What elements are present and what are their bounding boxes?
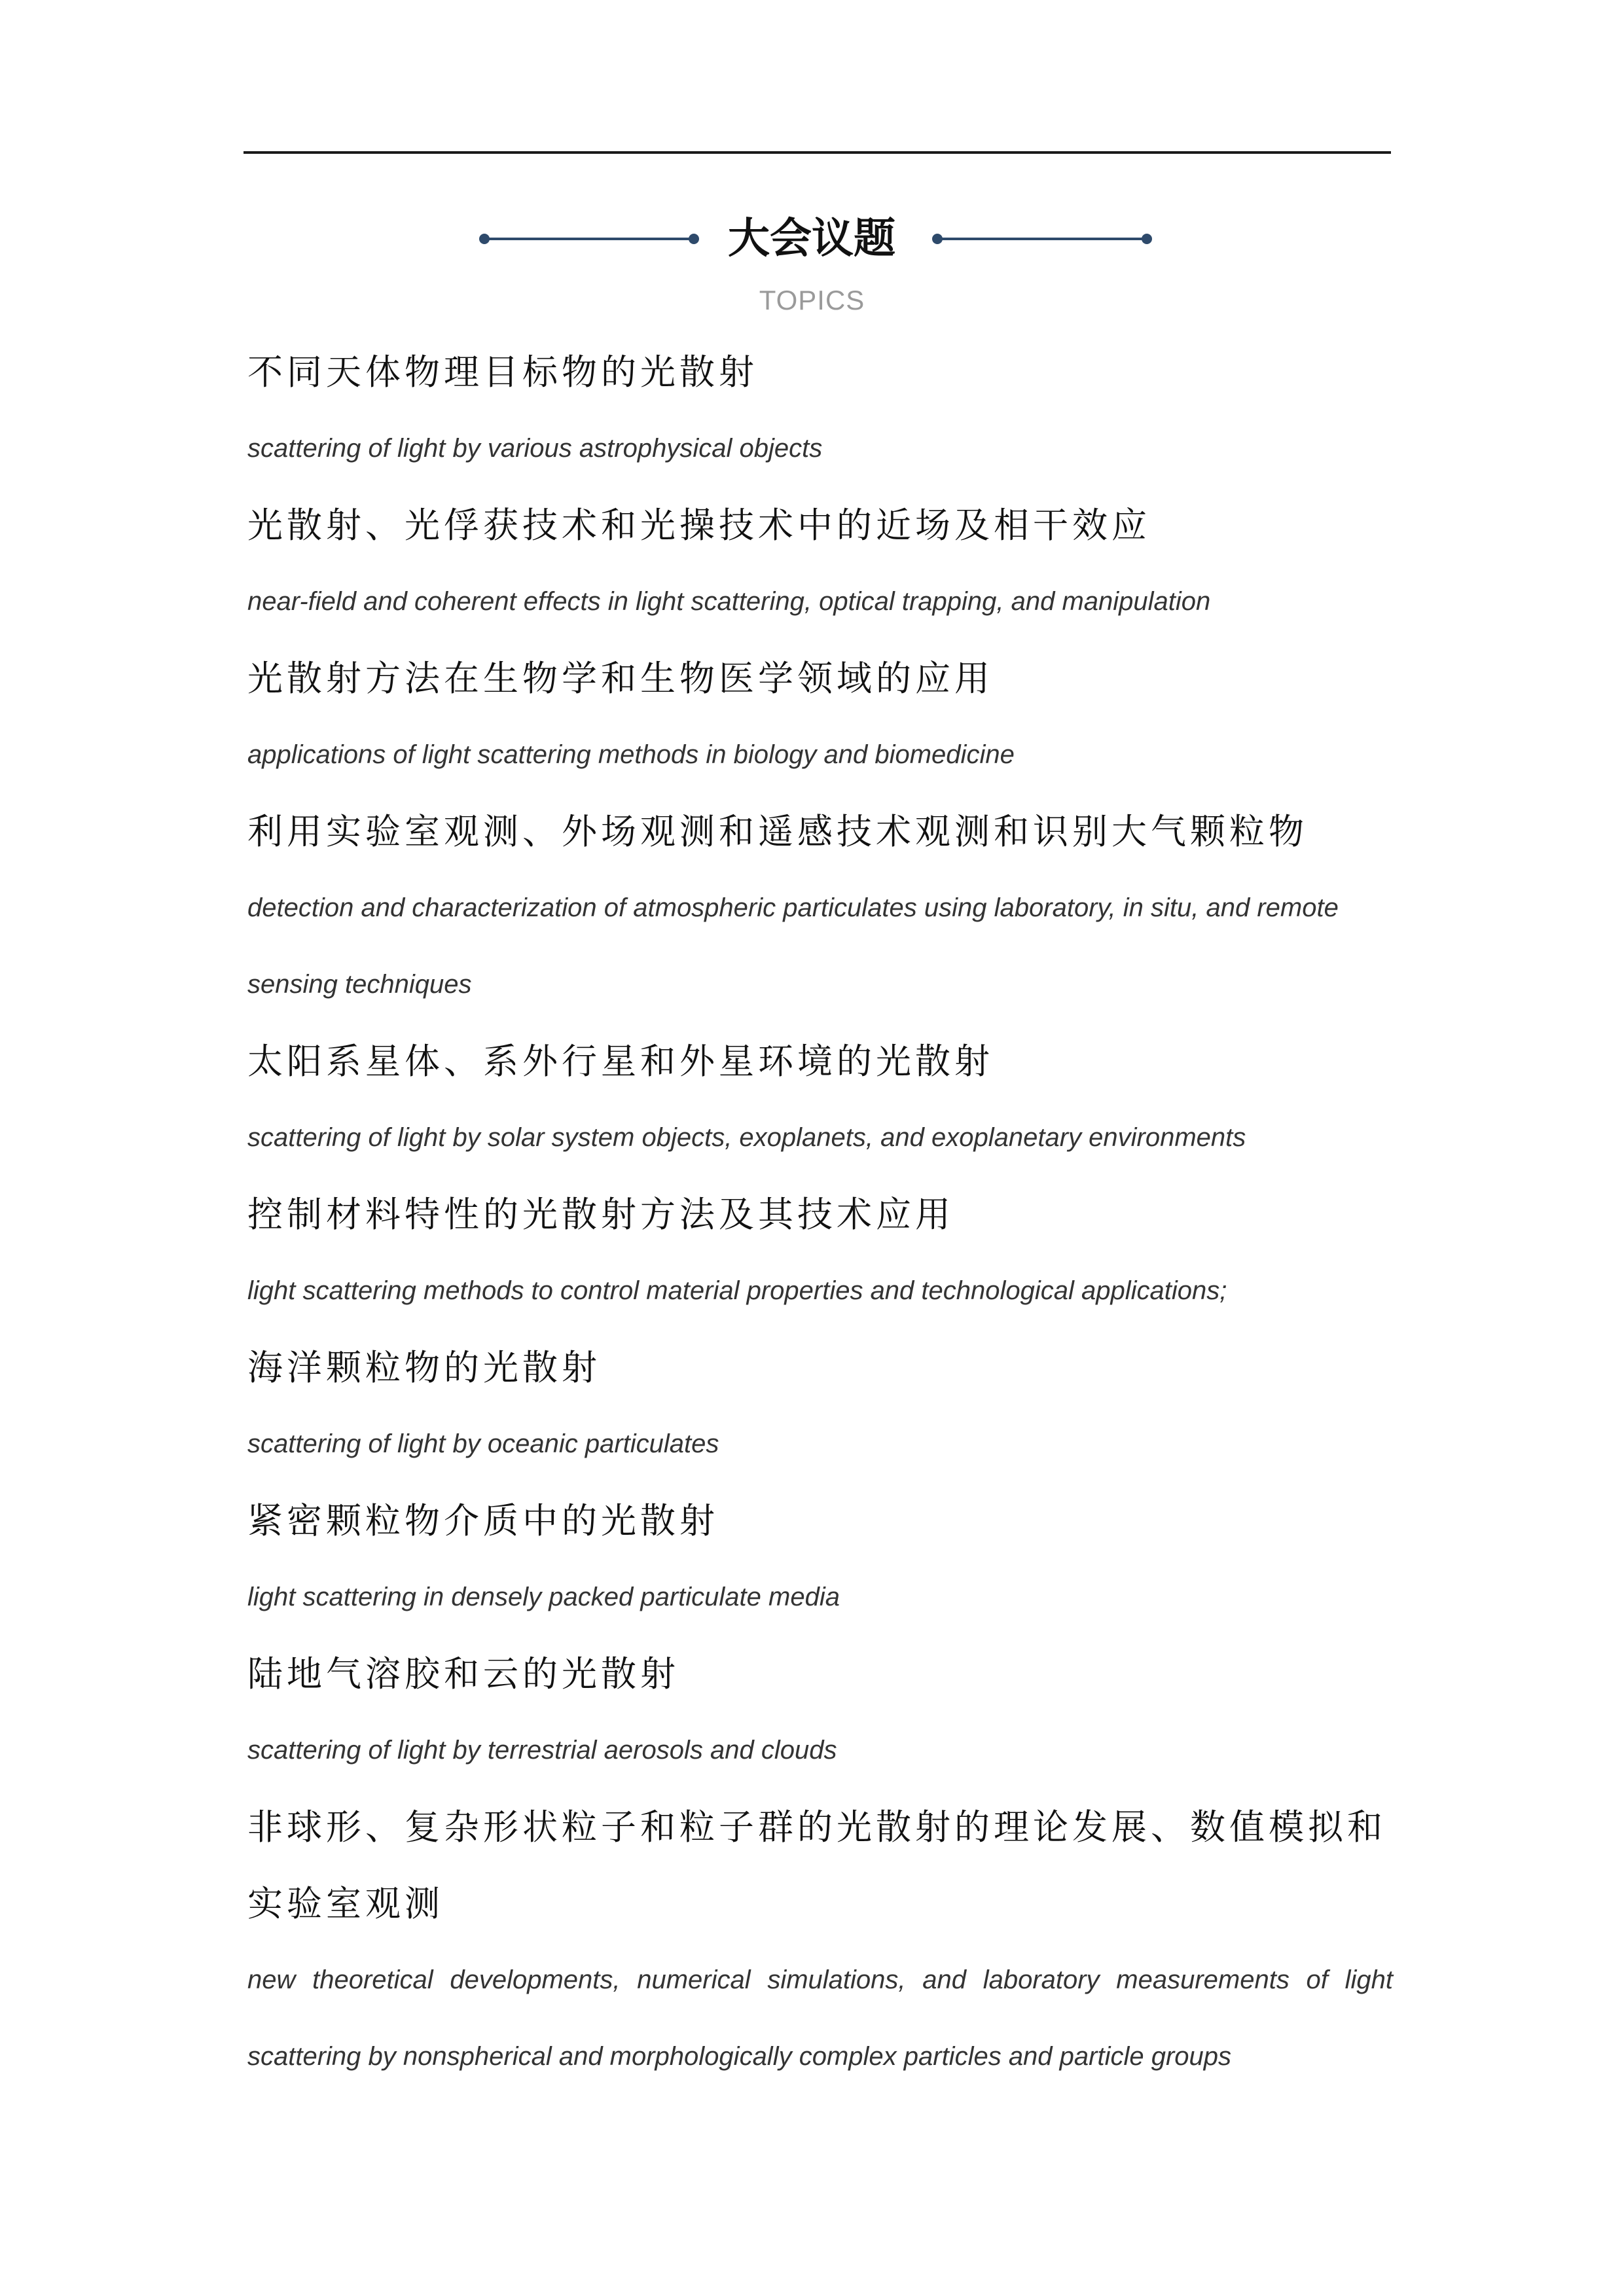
- topic-item: [247, 1176, 1393, 1329]
- topic-chinese: 非球形、复杂形状粒子和粒子群的光散射的理论发展、数值模拟和实验室观测: [247, 1806, 1386, 1924]
- topic-english: near-field and coherent effects in light scattering, optical trapping, and manipulation: [247, 587, 1211, 616]
- topic-chinese: 陆地气溶胶和云的光散射: [247, 1653, 679, 1695]
- topic-english: scattering of light by various astrophysical objects: [247, 434, 823, 463]
- topic-english: scattering of light by oceanic particulates: [247, 1429, 719, 1458]
- topic-chinese: 光散射方法在生物学和生物医学领域的应用: [247, 658, 994, 699]
- page-title: 大会议题: [728, 215, 895, 263]
- topic-chinese: 紧密颗粒物介质中的光散射: [247, 1500, 719, 1541]
- topic-english: applications of light scattering methods in biology and biomedicine: [247, 740, 1015, 769]
- topic-english: light scattering in densely packed particulate media: [247, 1583, 840, 1611]
- topic-chinese: 利用实验室观测、外场观测和遥感技术观测和识别大气颗粒物: [247, 811, 1308, 852]
- topic-chinese: 不同天体物理目标物的光散射: [247, 351, 758, 393]
- topic-english: light scattering methods to control material properties and technological applications;: [247, 1276, 1227, 1305]
- right-ornament-line: [932, 237, 1152, 241]
- topic-list: [247, 334, 1393, 2095]
- topic-english: new theoretical developments, numerical simulations, and laboratory measurements of light scattering by nonspherical and morphologically complex particles and particle groups: [247, 1965, 1393, 2071]
- topic-item: [247, 1636, 1393, 1789]
- topic-item: [247, 640, 1393, 793]
- header-rule: [244, 151, 1391, 154]
- topic-english: scattering of light by solar system objects, exoplanets, and exoplanetary environments: [247, 1123, 1246, 1152]
- topic-item: [247, 1329, 1393, 1482]
- topic-item: [247, 487, 1393, 640]
- topic-chinese: 控制材料特性的光散射方法及其技术应用: [247, 1194, 954, 1235]
- topic-item: [247, 1789, 1393, 2095]
- topic-chinese: 太阳系星体、系外行星和外星环境的光散射: [247, 1041, 994, 1082]
- topic-english: scattering of light by terrestrial aerosols and clouds: [247, 1736, 837, 1765]
- topic-item: [247, 334, 1393, 487]
- topic-chinese: 光散射、光俘获技术和光操技术中的近场及相干效应: [247, 505, 1151, 546]
- title-row: [0, 203, 1624, 275]
- topic-item: [247, 1023, 1393, 1176]
- left-ornament-line: [479, 237, 699, 241]
- topic-item: [247, 793, 1393, 1023]
- topic-english: detection and characterization of atmospheric particulates using laboratory, in situ, and remote sensing techniques: [247, 893, 1339, 999]
- topic-item: [247, 1482, 1393, 1636]
- page-subtitle: TOPICS: [759, 285, 865, 315]
- topic-chinese: 海洋颗粒物的光散射: [247, 1347, 601, 1388]
